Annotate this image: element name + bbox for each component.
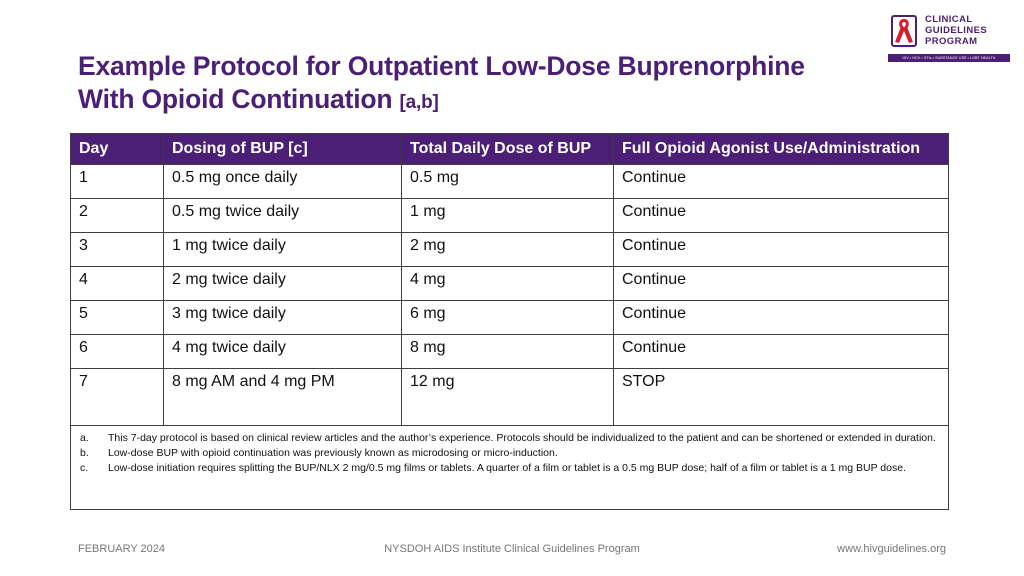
cell-dosing: 1 mg twice daily — [164, 233, 402, 267]
cell-day: 2 — [71, 199, 164, 233]
footer-website-link[interactable]: www.hivguidelines.org — [837, 543, 946, 555]
header-day: Day — [71, 134, 164, 165]
footnote-text: Low-dose BUP with opioid continuation was previously known as microdosing or micro-induction. — [108, 447, 558, 459]
logo-word-1: CLINICAL — [925, 14, 973, 25]
footnotes-list — [79, 431, 940, 476]
footer-organization: NYSDOH AIDS Institute Clinical Guidelines Program — [384, 543, 640, 555]
logo-wordmark — [925, 14, 987, 47]
cell-day: 7 — [71, 369, 164, 426]
cell-agonist-use: Continue — [614, 199, 949, 233]
header-full-agonist-use: Full Opioid Agonist Use/Administration — [614, 134, 949, 165]
logo-tagline: HIV • HCV • STIs • SUBSTANCE USE • LGBT HEALTH — [888, 54, 1010, 62]
table-header-row — [71, 134, 949, 165]
cell-dosing: 0.5 mg once daily — [164, 165, 402, 199]
cell-agonist-use: Continue — [614, 335, 949, 369]
footnotes-row — [71, 426, 949, 510]
cell-total-dose: 2 mg — [402, 233, 614, 267]
cell-total-dose: 6 mg — [402, 301, 614, 335]
slide-title-line-2 — [78, 83, 878, 119]
footnotes-cell — [71, 426, 949, 510]
cell-agonist-use: Continue — [614, 165, 949, 199]
title-references: [a,b] — [399, 92, 439, 113]
footnote-marker: c. — [80, 462, 89, 474]
cell-agonist-use: Continue — [614, 267, 949, 301]
cell-dosing: 3 mg twice daily — [164, 301, 402, 335]
cell-total-dose: 1 mg — [402, 199, 614, 233]
footnote-marker: b. — [80, 447, 89, 459]
footnote-item — [79, 446, 940, 461]
cell-total-dose: 12 mg — [402, 369, 614, 426]
cell-day: 5 — [71, 301, 164, 335]
logo-word-3: PROGRAM — [925, 36, 978, 47]
cell-day: 6 — [71, 335, 164, 369]
clinical-guidelines-program-logo — [888, 12, 1010, 64]
table-row — [71, 165, 949, 199]
cell-agonist-use: Continue — [614, 301, 949, 335]
header-dosing: Dosing of BUP [c] — [164, 134, 402, 165]
cell-dosing: 0.5 mg twice daily — [164, 199, 402, 233]
awareness-ribbon-shape — [895, 19, 913, 43]
cell-agonist-use: Continue — [614, 233, 949, 267]
dosing-protocol-table — [70, 133, 949, 510]
cell-dosing: 8 mg AM and 4 mg PM — [164, 369, 402, 426]
cell-agonist-use: STOP — [614, 369, 949, 426]
logo-word-2: GUIDELINES — [925, 25, 988, 36]
table-row — [71, 369, 949, 426]
slide-title-line-1: Example Protocol for Outpatient Low-Dose Buprenorphine — [78, 51, 805, 81]
cell-day: 4 — [71, 267, 164, 301]
cell-dosing: 4 mg twice daily — [164, 335, 402, 369]
table-row — [71, 267, 949, 301]
cell-day: 3 — [71, 233, 164, 267]
footnote-text: This 7-day protocol is based on clinical review articles and the author’s experience. Protocols should be individualized to the patient and can be shortened or extended in duration. — [108, 432, 936, 444]
header-total-daily-dose: Total Daily Dose of BUP — [402, 134, 614, 165]
awareness-ribbon-icon — [894, 17, 914, 45]
cell-dosing: 2 mg twice daily — [164, 267, 402, 301]
cell-total-dose: 4 mg — [402, 267, 614, 301]
table-row — [71, 301, 949, 335]
table-row — [71, 233, 949, 267]
footnote-marker: a. — [80, 432, 89, 444]
footnote-item — [79, 461, 940, 476]
cell-day: 1 — [71, 165, 164, 199]
footnote-text: Low-dose initiation requires splitting the BUP/NLX 2 mg/0.5 mg films or tablets. A quarter of a film or tablet is a 0.5 mg BUP dose; half of a film or tablet is a 1 mg BUP dose. — [108, 462, 906, 474]
slide-title — [78, 50, 878, 119]
cell-total-dose: 8 mg — [402, 335, 614, 369]
slide-title-line-2-text: With Opioid Continuation — [78, 84, 393, 114]
cell-total-dose: 0.5 mg — [402, 165, 614, 199]
table-row — [71, 199, 949, 233]
footer-date: FEBRUARY 2024 — [78, 543, 166, 555]
table-row — [71, 335, 949, 369]
footnote-item — [79, 431, 940, 446]
